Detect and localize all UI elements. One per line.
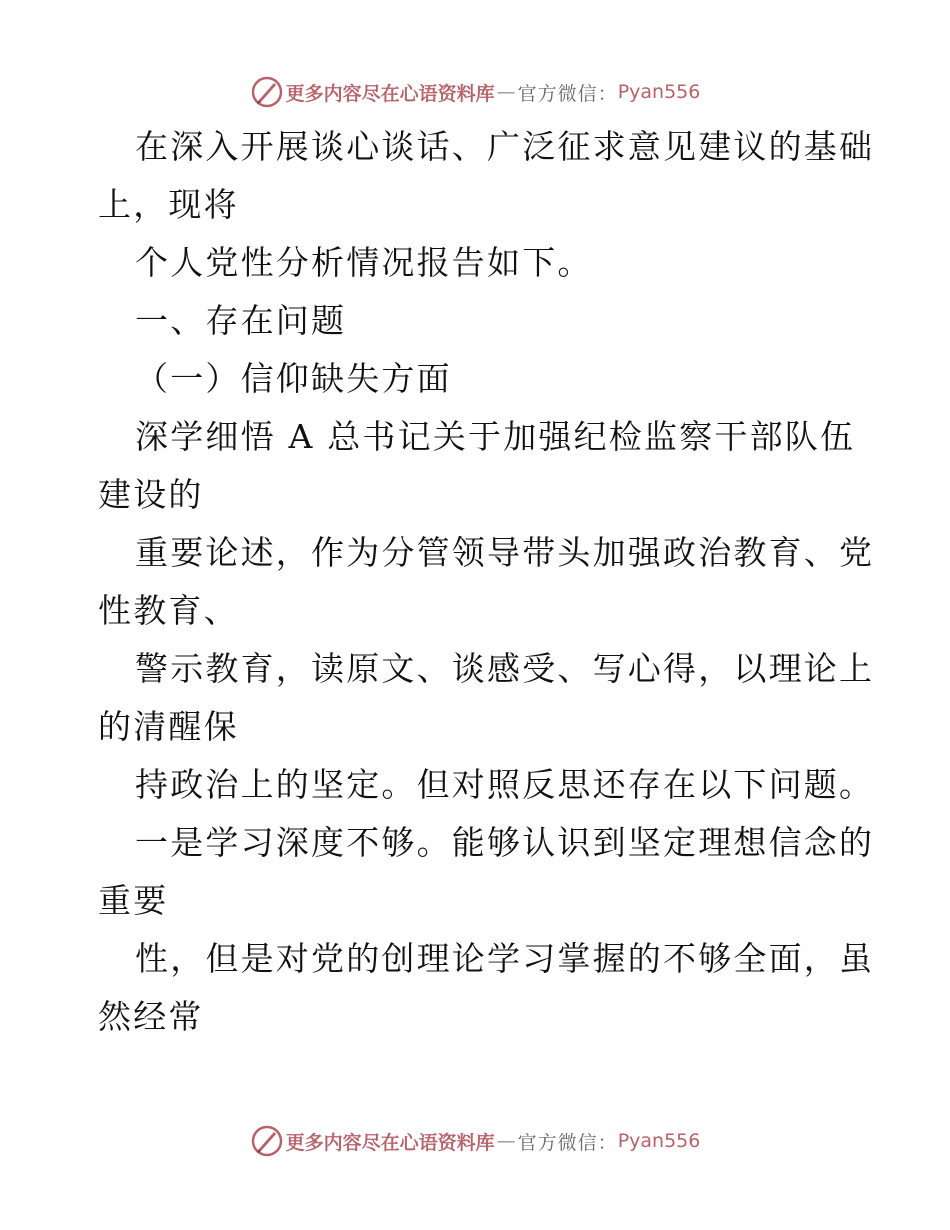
body-line: 建设的 [98, 475, 204, 514]
subsection-heading: （一）信仰缺失方面 [135, 359, 452, 398]
body-line: 性教育、 [98, 591, 239, 630]
watermark-separator: — [496, 1130, 516, 1152]
body-line: 个人党性分析情况报告如下。 [135, 243, 593, 282]
body-line: 重要 [98, 881, 169, 920]
body-line: 在深入开展谈心谈话、广泛征求意见建议的基础 [135, 127, 875, 166]
watermark-main-text: 更多内容尽在心语资料库 [285, 82, 495, 105]
body-line: 警示教育，读原文、谈感受、写心得，以理论上 [135, 649, 875, 688]
watermark-main-text: 更多内容尽在心语资料库 [285, 1131, 495, 1154]
watermark-wechat-id: Pyan556 [617, 81, 701, 103]
body-line: 深学细悟 A 总书记关于加强纪检监察干部队伍 [135, 417, 856, 456]
watermark-wechat-label: 官方微信： [517, 82, 618, 105]
body-line: 上，现将 [98, 185, 239, 224]
watermark-wechat-label: 官方微信： [517, 1131, 618, 1154]
watermark-header [0, 72, 950, 112]
body-line: 的清醒保 [98, 707, 239, 746]
watermark-separator: — [496, 81, 516, 103]
body-line: 持政治上的坚定。但对照反思还存在以下问题。 [135, 765, 875, 804]
section-heading: 一、存在问题 [135, 301, 347, 340]
body-line: 重要论述，作为分管领导带头加强政治教育、党 [135, 533, 875, 572]
body-line: 一是学习深度不够。能够认识到坚定理想信念的 [135, 823, 875, 862]
watermark-footer [0, 1121, 950, 1161]
body-line: 然经常 [98, 997, 204, 1036]
quill-logo-icon [250, 1124, 284, 1158]
quill-logo-icon [250, 75, 284, 109]
body-line: 性，但是对党的创理论学习掌握的不够全面，虽 [135, 939, 875, 978]
watermark-wechat-id: Pyan556 [617, 1130, 701, 1152]
document-body [98, 118, 875, 1046]
